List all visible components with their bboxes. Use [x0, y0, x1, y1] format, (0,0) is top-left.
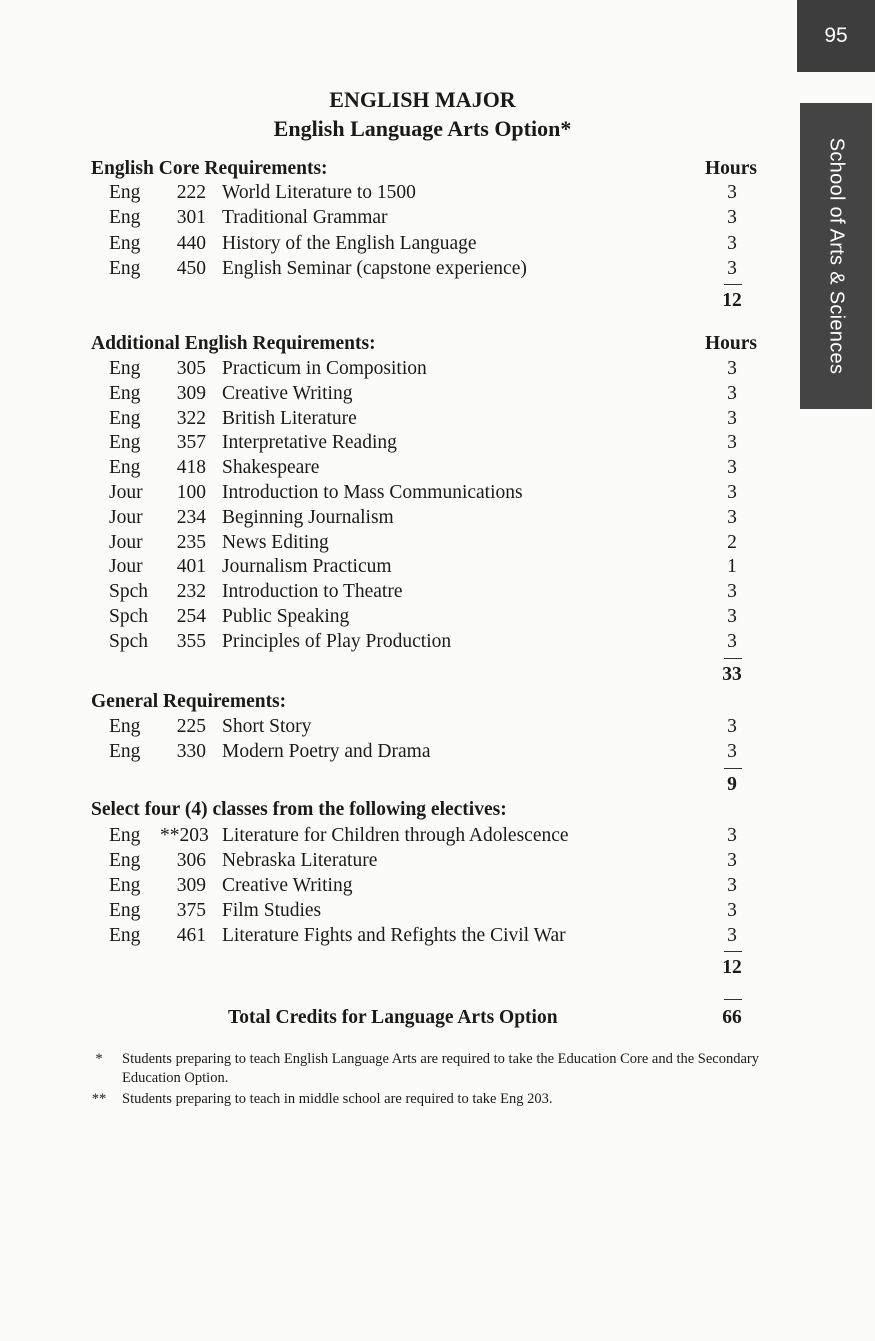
- core-subtotal: 12: [722, 290, 742, 311]
- course-row: [0, 581, 800, 605]
- course-title: Shakespeare: [222, 457, 320, 478]
- course-row: [0, 532, 800, 556]
- course-dept: Eng: [109, 825, 141, 846]
- course-row: [0, 207, 800, 231]
- course-title: Traditional Grammar: [222, 207, 388, 228]
- course-number: 234: [176, 507, 206, 528]
- core-heading: English Core Requirements:: [91, 158, 328, 179]
- course-row: [0, 432, 800, 456]
- page-title: ENGLISH MAJOR: [329, 87, 516, 112]
- course-number: 440: [176, 233, 206, 254]
- course-row: [0, 482, 800, 506]
- course-dept: Eng: [109, 432, 141, 453]
- course-title: Introduction to Theatre: [222, 581, 403, 602]
- course-number: 100: [176, 482, 206, 503]
- course-dept: Jour: [109, 507, 143, 528]
- course-title: Beginning Journalism: [222, 507, 394, 528]
- course-title: British Literature: [222, 408, 357, 429]
- course-number: 301: [176, 207, 206, 228]
- course-row: [0, 900, 800, 924]
- course-row: [0, 925, 800, 949]
- course-number: 401: [176, 556, 206, 577]
- course-dept: Eng: [109, 383, 141, 404]
- course-row: [0, 457, 800, 481]
- course-hours: 3: [727, 716, 737, 737]
- course-number: 418: [176, 457, 206, 478]
- course-hours: 3: [727, 482, 737, 503]
- course-hours: 1: [727, 556, 737, 577]
- course-dept: Eng: [109, 900, 141, 921]
- additional-subtotal: 33: [722, 664, 742, 685]
- general-subtotal: 9: [727, 774, 737, 795]
- course-dept: Jour: [109, 482, 143, 503]
- course-dept: Eng: [109, 207, 141, 228]
- course-row: [0, 825, 800, 849]
- course-row: [0, 408, 800, 432]
- course-title: Modern Poetry and Drama: [222, 741, 431, 762]
- course-number: 254: [176, 606, 206, 627]
- course-hours: 3: [727, 825, 737, 846]
- course-hours: 3: [727, 457, 737, 478]
- course-title: Practicum in Composition: [222, 358, 427, 379]
- course-hours: 3: [727, 258, 737, 279]
- course-title: News Editing: [222, 532, 329, 553]
- general-heading: General Requirements:: [91, 691, 287, 712]
- course-number: 235: [176, 532, 206, 553]
- course-hours: 3: [727, 207, 737, 228]
- course-number: 322: [176, 408, 206, 429]
- course-dept: Eng: [109, 716, 141, 737]
- subtotal-rule: [724, 658, 742, 659]
- page-number: 95: [824, 24, 848, 47]
- course-hours: 3: [727, 233, 737, 254]
- course-dept: Eng: [109, 408, 141, 429]
- footnote-mark: **: [91, 1091, 107, 1107]
- additional-hours-heading: Hours: [704, 333, 757, 354]
- page-number-tab: [797, 0, 875, 72]
- course-number: 232: [176, 581, 206, 602]
- course-dept: Eng: [109, 182, 141, 203]
- course-hours: 3: [727, 925, 737, 946]
- course-row: [0, 383, 800, 407]
- course-hours: 3: [727, 383, 737, 404]
- course-number: 461: [176, 925, 206, 946]
- course-number: 222: [176, 182, 206, 203]
- core-hours-heading: Hours: [704, 158, 757, 179]
- footnote-text: Students preparing to teach English Language Arts are required to take the Education Core and the Secondary Education Option.: [122, 1051, 759, 1086]
- subtotal-rule: [724, 284, 742, 285]
- footnote-mark: *: [95, 1051, 103, 1067]
- course-title: Principles of Play Production: [222, 631, 452, 652]
- course-row: [0, 182, 800, 206]
- course-dept: Eng: [109, 457, 141, 478]
- course-row: [0, 631, 800, 655]
- page-subtitle: English Language Arts Option*: [273, 116, 572, 141]
- course-number: 225: [176, 716, 206, 737]
- course-title: Creative Writing: [222, 875, 353, 896]
- course-dept: Spch: [109, 606, 148, 627]
- course-number: 305: [176, 358, 206, 379]
- course-number: 309: [176, 383, 206, 404]
- course-title: Public Speaking: [222, 606, 350, 627]
- course-hours: 3: [727, 358, 737, 379]
- course-dept: Jour: [109, 532, 143, 553]
- additional-heading: Additional English Requirements:: [91, 333, 376, 354]
- subtotal-rule: [724, 951, 742, 952]
- course-row: [0, 556, 800, 580]
- course-hours: 3: [727, 408, 737, 429]
- total-value: 66: [722, 1007, 742, 1028]
- course-title: Short Story: [222, 716, 312, 737]
- section-tab: [800, 103, 872, 409]
- course-number: 355: [176, 631, 206, 652]
- course-hours: 3: [727, 606, 737, 627]
- course-dept: Eng: [109, 258, 141, 279]
- section-tab-label: School of Arts & Sciences: [825, 137, 848, 375]
- course-number: 330: [176, 741, 206, 762]
- course-number: 450: [176, 258, 206, 279]
- course-dept: Eng: [109, 850, 141, 871]
- course-row: [0, 850, 800, 874]
- course-hours: 3: [727, 581, 737, 602]
- course-dept: Eng: [109, 925, 141, 946]
- course-title: History of the English Language: [222, 233, 477, 254]
- course-row: [0, 258, 800, 282]
- electives-subtotal: 12: [722, 957, 742, 978]
- course-row: [0, 507, 800, 531]
- electives-heading: Select four (4) classes from the following electives:: [91, 799, 507, 820]
- footnote-text: Students preparing to teach in middle school are required to take Eng 203.: [122, 1091, 553, 1107]
- course-row: [0, 875, 800, 899]
- course-title: World Literature to 1500: [222, 182, 416, 203]
- course-number: 306: [176, 850, 206, 871]
- course-title: Film Studies: [222, 900, 322, 921]
- course-number: 357: [176, 432, 206, 453]
- course-row: [0, 716, 800, 740]
- course-hours: 3: [727, 741, 737, 762]
- course-row: [0, 606, 800, 630]
- total-label: Total Credits for Language Arts Option: [228, 1007, 558, 1028]
- course-title: Creative Writing: [222, 383, 353, 404]
- course-hours: 3: [727, 182, 737, 203]
- course-hours: 3: [727, 631, 737, 652]
- course-dept: Eng: [109, 358, 141, 379]
- course-row: [0, 233, 800, 257]
- course-title: Literature Fights and Refights the Civil War: [222, 925, 566, 946]
- course-title: English Seminar (capstone experience): [222, 258, 527, 279]
- total-rule: [724, 999, 742, 1000]
- course-dept: Eng: [109, 741, 141, 762]
- course-dept: Spch: [109, 631, 148, 652]
- course-hours: 3: [727, 850, 737, 871]
- course-title: Interpretative Reading: [222, 432, 397, 453]
- course-row: [0, 741, 800, 765]
- course-dept: Jour: [109, 556, 143, 577]
- course-dept: Spch: [109, 581, 148, 602]
- course-title: Journalism Practicum: [222, 556, 392, 577]
- course-row: [0, 358, 800, 382]
- course-hours: 3: [727, 900, 737, 921]
- course-title: Introduction to Mass Communications: [222, 482, 523, 503]
- course-hours: 3: [727, 507, 737, 528]
- course-dept: Eng: [109, 875, 141, 896]
- course-number: 375: [176, 900, 206, 921]
- course-title: Literature for Children through Adolescence: [222, 825, 569, 846]
- course-number: 309: [176, 875, 206, 896]
- course-title: Nebraska Literature: [222, 850, 378, 871]
- subtotal-rule: [724, 768, 742, 769]
- course-hours: 2: [727, 532, 737, 553]
- course-hours: 3: [727, 875, 737, 896]
- course-dept: Eng: [109, 233, 141, 254]
- course-hours: 3: [727, 432, 737, 453]
- course-number: **203: [160, 825, 209, 846]
